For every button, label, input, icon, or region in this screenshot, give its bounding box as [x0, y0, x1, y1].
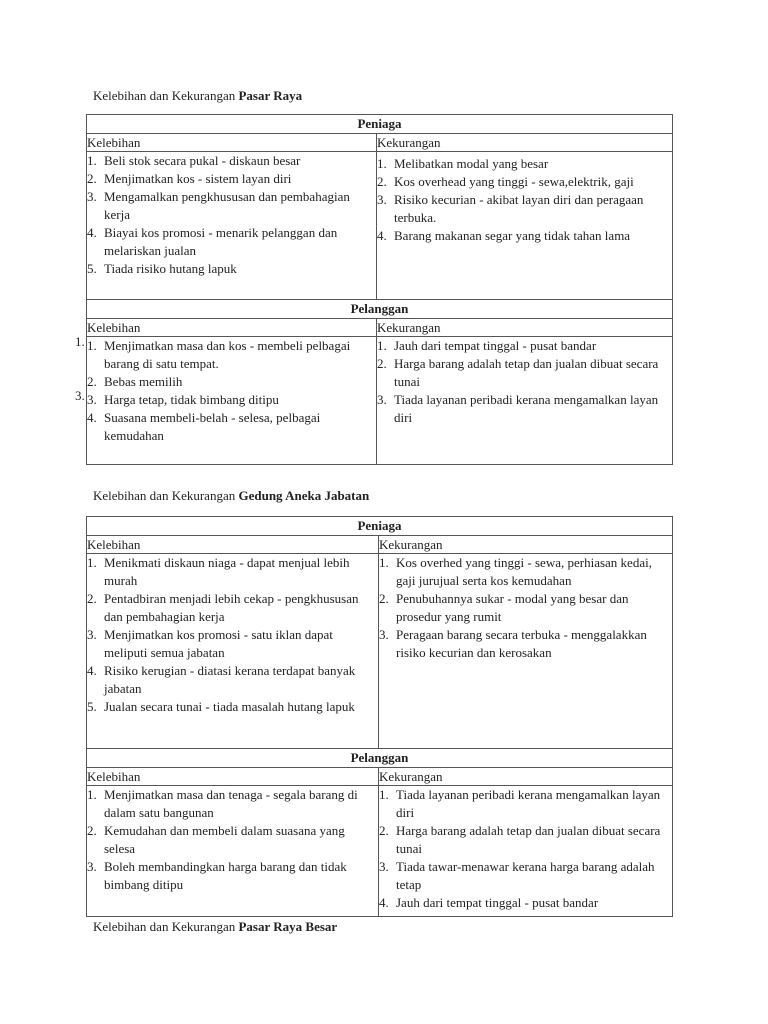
list-item-text: Menjimatkan masa dan tenaga - segala barang di dalam satu bangunan	[104, 787, 358, 820]
list-item	[87, 391, 376, 409]
kekurangan-header: Kekurangan	[377, 319, 673, 337]
pelanggan-kekurangan-cell	[379, 786, 673, 917]
list-item-text: Tiada tawar-menawar kerana harga barang adalah tetap	[396, 859, 655, 892]
list-item-text: Peragaan barang secara terbuka - menggalakkan risiko kecurian dan kerosakan	[396, 627, 647, 660]
list-item-text: Jualan secara tunai - tiada masalah hutang lapuk	[104, 699, 355, 714]
list-item-text: Biayai kos promosi - menarik pelanggan dan melariskan jualan	[104, 225, 338, 258]
list-item-number: 3.	[87, 627, 97, 642]
heading-bold: Pasar Raya	[238, 88, 303, 103]
list-item	[87, 409, 376, 445]
list-item-text: Boleh membandingkan harga barang dan tidak bimbang ditipu	[104, 859, 347, 892]
list-item-number: 2.	[87, 823, 97, 838]
list-item	[87, 822, 378, 858]
pelanggan-kelebihan-cell	[87, 337, 377, 465]
stray-list-marker: 3.	[75, 388, 85, 403]
kekurangan-header: Kekurangan	[379, 768, 673, 786]
list-item	[379, 786, 672, 822]
list-item-text: Menjimatkan masa dan kos - membeli pelbagai barang di satu tempat.	[104, 338, 351, 371]
list-item-number: 4.	[87, 663, 97, 678]
list-item-number: 1.	[379, 555, 389, 570]
list-item-text: Menjimatkan kos promosi - satu iklan dapat meliputi semua jabatan	[104, 627, 333, 660]
peniaga-kekurangan-cell	[379, 554, 673, 749]
list-item	[377, 155, 672, 173]
list-item-text: Menikmati diskaun niaga - dapat menjual lebih murah	[104, 555, 350, 588]
peniaga-kekurangan-list	[379, 554, 672, 662]
list-item-number: 1.	[87, 787, 97, 802]
list-item-text: Jauh dari tempat tinggal - pusat bandar	[394, 338, 597, 353]
list-item	[87, 786, 378, 822]
peniaga-kekurangan-list	[377, 155, 672, 245]
table-pasar-raya	[86, 114, 673, 465]
pelanggan-kekurangan-cell	[377, 337, 673, 465]
list-item	[377, 173, 672, 191]
list-item	[87, 698, 378, 716]
list-item	[377, 337, 672, 355]
list-item-text: Tiada layanan peribadi kerana mengamalkan layan diri	[396, 787, 661, 820]
peniaga-header: Peniaga	[87, 517, 673, 536]
list-item-text: Kos overhed yang tinggi - sewa, perhiasan kedai, gaji jurujual serta kos kemudahan	[396, 555, 652, 588]
list-item-number: 1.	[379, 787, 389, 802]
list-item	[87, 188, 376, 224]
list-item-number: 5.	[87, 261, 97, 276]
list-item	[87, 590, 378, 626]
list-item	[87, 224, 376, 260]
peniaga-kelebihan-cell	[87, 554, 379, 749]
list-item	[87, 373, 376, 391]
list-item	[87, 170, 376, 188]
kelebihan-header: Kelebihan	[87, 536, 379, 554]
list-item-text: Pentadbiran menjadi lebih cekap - pengkhususan dan pembahagian kerja	[104, 591, 359, 624]
heading-prefix: Kelebihan dan Kekurangan	[93, 88, 239, 103]
peniaga-kelebihan-cell	[87, 152, 377, 300]
section-heading-gedung-aneka-jabatan	[93, 487, 369, 505]
list-item-text: Risiko kecurian - akibat layan diri dan peragaan terbuka.	[394, 192, 644, 225]
list-item-text: Tiada layanan peribadi kerana mengamalkan layan diri	[394, 392, 659, 425]
section-heading-pasar-raya-besar	[93, 918, 337, 936]
section-heading-pasar-raya	[93, 87, 302, 105]
pelanggan-kekurangan-list	[379, 786, 672, 912]
list-item-number: 5.	[87, 699, 97, 714]
list-item	[87, 554, 378, 590]
list-item	[377, 355, 672, 391]
list-item-number: 1.	[87, 153, 97, 168]
list-item-text: Penubuhannya sukar - modal yang besar dan prosedur yang rumit	[396, 591, 629, 624]
list-item-number: 1.	[87, 338, 97, 353]
peniaga-kelebihan-list	[87, 152, 376, 278]
list-item	[87, 152, 376, 170]
list-item-number: 2.	[87, 374, 97, 389]
list-item	[379, 822, 672, 858]
pelanggan-kekurangan-list	[377, 337, 672, 427]
list-item	[87, 662, 378, 698]
heading-prefix: Kelebihan dan Kekurangan	[93, 919, 239, 934]
list-item-number: 4.	[87, 225, 97, 240]
list-item	[379, 554, 672, 590]
list-item	[87, 260, 376, 278]
list-item-number: 2.	[87, 591, 97, 606]
kekurangan-header: Kekurangan	[379, 536, 673, 554]
list-item	[379, 894, 672, 912]
pelanggan-kelebihan-list	[87, 786, 378, 894]
list-item-number: 1.	[377, 156, 387, 171]
list-item-number: 4.	[87, 410, 97, 425]
list-item-number: 3.	[87, 392, 97, 407]
list-item	[379, 590, 672, 626]
list-item-text: Jauh dari tempat tinggal - pusat bandar	[396, 895, 599, 910]
list-item	[379, 858, 672, 894]
heading-bold: Gedung Aneka Jabatan	[238, 488, 370, 503]
list-item-text: Tiada risiko hutang lapuk	[104, 261, 237, 276]
list-item-text: Bebas memilih	[104, 374, 183, 389]
list-item-text: Risiko kerugian - diatasi kerana terdapat banyak jabatan	[104, 663, 356, 696]
table-gedung-aneka-jabatan	[86, 516, 673, 917]
list-item-text: Harga barang adalah tetap dan jualan dibuat secara tunai	[394, 356, 659, 389]
peniaga-header: Peniaga	[87, 115, 673, 134]
list-item	[377, 391, 672, 427]
list-item-text: Beli stok secara pukal - diskaun besar	[104, 153, 301, 168]
pelanggan-header: Pelanggan	[87, 749, 673, 768]
stray-list-marker: 1.	[75, 334, 85, 349]
list-item-text: Suasana membeli-belah - selesa, pelbagai kemudahan	[104, 410, 321, 443]
kekurangan-header: Kekurangan	[377, 134, 673, 152]
list-item-text: Harga tetap, tidak bimbang ditipu	[104, 392, 279, 407]
list-item-text: Melibatkan modal yang besar	[394, 156, 549, 171]
list-item	[87, 626, 378, 662]
pelanggan-kelebihan-cell	[87, 786, 379, 917]
peniaga-kelebihan-list	[87, 554, 378, 716]
kelebihan-header: Kelebihan	[87, 768, 379, 786]
list-item-text: Kemudahan dan membeli dalam suasana yang selesa	[104, 823, 345, 856]
pelanggan-header: Pelanggan	[87, 300, 673, 319]
list-item-number: 1.	[377, 338, 387, 353]
list-item-number: 3.	[379, 627, 389, 642]
list-item-number: 2.	[377, 356, 387, 371]
list-item-text: Kos overhead yang tinggi - sewa,elektrik, gaji	[394, 174, 634, 189]
list-item-text: Mengamalkan pengkhususan dan pembahagian kerja	[104, 189, 350, 222]
list-item-number: 2.	[379, 823, 389, 838]
list-item-number: 3.	[377, 392, 387, 407]
kelebihan-header: Kelebihan	[87, 319, 377, 337]
list-item-number: 2.	[379, 591, 389, 606]
heading-prefix: Kelebihan dan Kekurangan	[93, 488, 239, 503]
list-item-text: Harga barang adalah tetap dan jualan dibuat secara tunai	[396, 823, 661, 856]
list-item	[377, 227, 672, 245]
list-item-number: 3.	[87, 859, 97, 874]
list-item	[87, 337, 376, 373]
list-item-number: 4.	[379, 895, 389, 910]
list-item-number: 3.	[87, 189, 97, 204]
list-item-number: 2.	[377, 174, 387, 189]
list-item	[87, 858, 378, 894]
list-item-number: 3.	[377, 192, 387, 207]
list-item-number: 2.	[87, 171, 97, 186]
list-item	[377, 191, 672, 227]
list-item-text: Barang makanan segar yang tidak tahan lama	[394, 228, 631, 243]
list-item	[379, 626, 672, 662]
peniaga-kekurangan-cell	[377, 152, 673, 300]
list-item-number: 1.	[87, 555, 97, 570]
kelebihan-header: Kelebihan	[87, 134, 377, 152]
list-item-text: Menjimatkan kos - sistem layan diri	[104, 171, 292, 186]
heading-bold: Pasar Raya Besar	[238, 919, 338, 934]
list-item-number: 4.	[377, 228, 387, 243]
pelanggan-kelebihan-list	[87, 337, 376, 445]
list-item-number: 3.	[379, 859, 389, 874]
